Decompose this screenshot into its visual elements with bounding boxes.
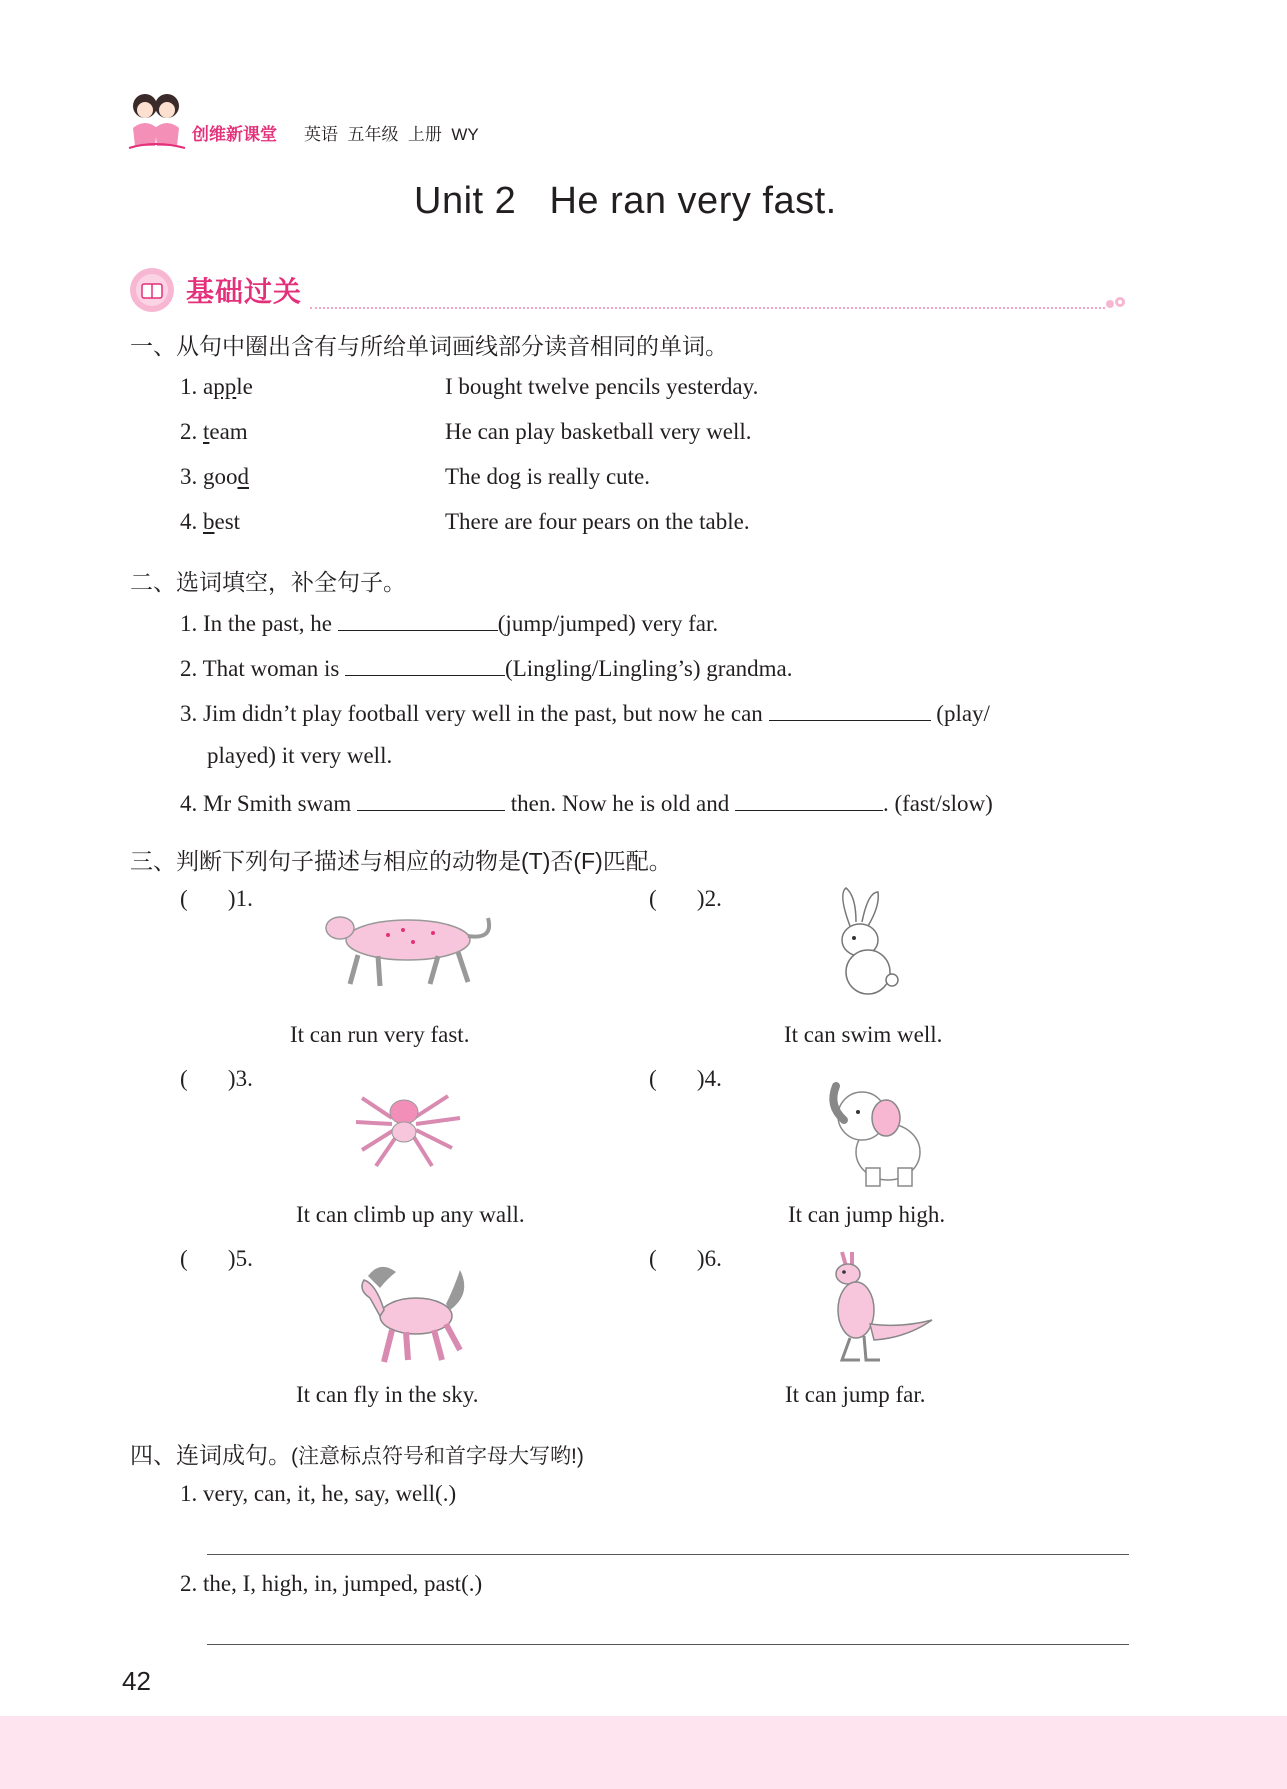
answer-paren-2[interactable]: ( )2. — [649, 886, 722, 911]
part4-note: (注意标点符号和首字母大写哟!) — [291, 1445, 584, 1468]
cheetah-icon — [318, 900, 500, 988]
underlined-letters: pp — [213, 374, 237, 399]
answer-paren-1[interactable]: ( )1. — [180, 886, 253, 911]
answer-paren-4[interactable]: ( )4. — [649, 1066, 722, 1091]
answer-paren-5[interactable]: ( )5. — [180, 1246, 253, 1271]
answer-line-1[interactable] — [207, 1554, 1129, 1555]
part2-heading: 二、选词填空，补全句子。 — [130, 569, 406, 595]
caption-4: It can jump high. — [788, 1202, 946, 1227]
answer-line-2[interactable] — [207, 1644, 1129, 1645]
part2-question-3: 3. Jim didn’t play football very well in the past, but now he can (play/ — [180, 698, 990, 727]
header-mascot-icon — [125, 88, 187, 156]
part4-question-1: 1. very, can, it, he, say, well(.) — [180, 1481, 457, 1506]
page-number: 42 — [122, 1666, 151, 1696]
part1-item-3-sentence[interactable]: The dog is really cute. — [445, 464, 651, 489]
kangaroo-icon — [822, 1248, 936, 1366]
rabbit-icon — [828, 886, 904, 998]
footer-band — [0, 1716, 1287, 1789]
part1-item-4-sentence[interactable]: There are four pears on the table. — [445, 509, 750, 534]
part2-question-2: 2. That woman is (Lingling/Lingling’s) grandma. — [180, 653, 793, 682]
caption-2: It can swim well. — [784, 1022, 943, 1047]
part2-question-1: 1. In the past, he (jump/jumped) very far. — [180, 608, 718, 637]
part4-heading: 四、连词成句。(注意标点符号和首字母大写哟!) — [130, 1442, 584, 1468]
edition-label: WY — [451, 125, 479, 144]
part3-heading: 三、判断下列句子描述与相应的动物是(T)否(F)匹配。 — [130, 848, 672, 874]
caption-3: It can climb up any wall. — [296, 1202, 525, 1227]
horse-icon — [350, 1254, 474, 1366]
section-divider — [310, 307, 1105, 309]
fill-blank-3[interactable] — [769, 698, 931, 721]
underlined-letters: d — [237, 464, 249, 489]
book-info — [304, 120, 479, 145]
elephant-icon — [822, 1076, 932, 1188]
grade-label: 五年级 — [347, 125, 399, 144]
flower-icon — [1104, 294, 1130, 314]
spider-icon — [352, 1088, 464, 1168]
answer-paren-6[interactable]: ( )6. — [649, 1246, 722, 1271]
part4-question-2: 2. the, I, high, in, jumped, past(.) — [180, 1571, 483, 1596]
part1-item-2-sentence[interactable]: He can play basketball very well. — [445, 419, 752, 444]
caption-6: It can jump far. — [785, 1382, 926, 1407]
part2-question-4: 4. Mr Smith swam then. Now he is old and . (fast/slow) — [180, 788, 993, 817]
fill-blank-4b[interactable] — [735, 788, 883, 811]
series-label: 创维新课堂 — [192, 125, 277, 144]
part1-item-1-word: 1. apple — [180, 374, 253, 399]
fill-blank-2[interactable] — [345, 653, 505, 676]
caption-5: It can fly in the sky. — [296, 1382, 479, 1407]
part2-question-3-cont: played) it very well. — [207, 743, 393, 768]
volume-label: 上册 — [407, 125, 442, 144]
page-title: Unit 2 He ran very fast. — [414, 180, 837, 222]
section-banner: 基础过关 — [186, 276, 303, 307]
caption-1: It can run very fast. — [290, 1022, 470, 1047]
underlined-letters: b — [203, 509, 215, 534]
fill-blank-1[interactable] — [338, 608, 498, 631]
underlined-letters: t — [203, 419, 210, 444]
part1-item-3-word: 3. good — [180, 464, 249, 489]
part1-item-1-sentence[interactable]: I bought twelve pencils yesterday. — [445, 374, 759, 399]
answer-paren-3[interactable]: ( )3. — [180, 1066, 253, 1091]
section-badge-icon — [128, 266, 176, 314]
part1-item-2-word: 2. team — [180, 419, 248, 444]
subject-label: 英语 — [304, 125, 338, 144]
part1-heading: 一、从句中圈出含有与所给单词画线部分读音相同的单词。 — [130, 333, 728, 359]
part1-item-4-word: 4. best — [180, 509, 241, 534]
fill-blank-4a[interactable] — [357, 788, 505, 811]
